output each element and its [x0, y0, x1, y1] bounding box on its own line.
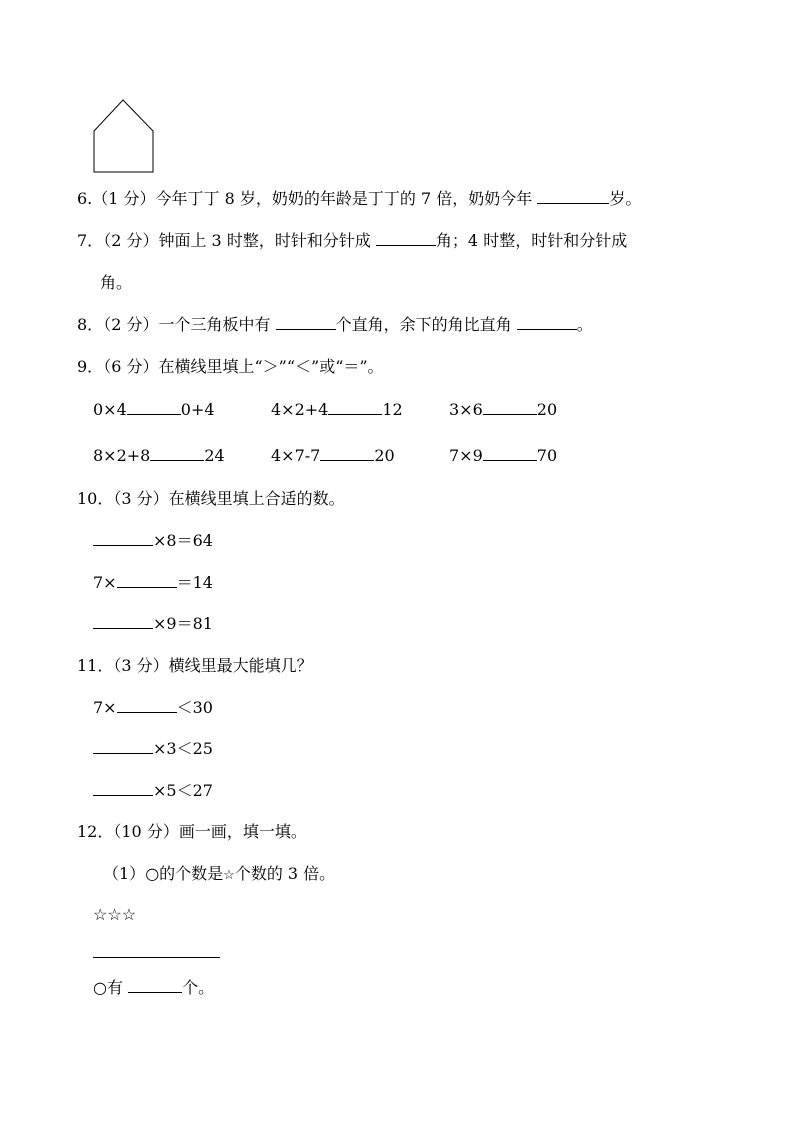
answer-blank[interactable]	[93, 739, 153, 754]
expression-right: ×5＜27	[153, 781, 213, 800]
question-text: 岁。	[609, 189, 642, 208]
compare-item	[449, 446, 557, 466]
question-text: 个。	[182, 978, 215, 997]
expression-left: 4×2+4	[271, 400, 329, 419]
question-text: 角。	[100, 273, 133, 292]
question-score: （3 分）	[113, 656, 169, 675]
answer-blank[interactable]	[320, 446, 374, 461]
circle-icon: ○	[93, 978, 107, 997]
fill-line	[93, 531, 213, 551]
expression-left: 4×7-7	[271, 446, 321, 465]
compare-item	[449, 400, 557, 420]
question-number: 8．	[77, 315, 104, 334]
question-text: 画一画，填一填。	[178, 822, 307, 841]
question-8	[77, 315, 593, 335]
question-score: （3 分）	[113, 489, 169, 508]
answer-blank[interactable]	[537, 189, 609, 204]
question-number: 6.	[77, 189, 93, 208]
question-number: 11．	[77, 656, 114, 675]
expression-right: ×9＝81	[153, 614, 213, 633]
fill-line	[93, 781, 213, 801]
question-text: 横线里最大能填几？	[168, 656, 313, 675]
answer-blank[interactable]	[117, 573, 177, 588]
answer-blank[interactable]	[150, 446, 204, 461]
fill-line	[93, 698, 213, 718]
answer-blank[interactable]	[276, 315, 336, 330]
star-icon: ☆	[223, 868, 235, 883]
sub-number: （1）	[103, 864, 146, 883]
question-number: 12．	[77, 822, 114, 841]
fill-line	[93, 573, 213, 593]
expression-left: 7×	[93, 698, 117, 717]
expression-right: 0+4	[180, 400, 215, 419]
expression-right: 24	[204, 446, 225, 465]
question-score: （10 分）	[113, 822, 179, 841]
expression-right: 20	[374, 446, 395, 465]
star-row	[93, 905, 136, 925]
answer-blank[interactable]	[127, 400, 181, 415]
question-number: 9．	[77, 357, 104, 376]
answer-blank[interactable]	[128, 978, 182, 993]
house-shape-figure	[93, 98, 155, 174]
answer-blank[interactable]	[328, 400, 382, 415]
question-text: 在横线里填上“＞”“＜”或“＝”。	[158, 357, 384, 376]
expression-left: 3×6	[449, 400, 483, 419]
question-7	[77, 231, 627, 251]
expression-right: ＝14	[176, 573, 213, 592]
sub-question-1	[103, 864, 335, 886]
question-10	[77, 489, 345, 509]
question-11	[77, 656, 313, 676]
expression-left: 7×9	[449, 446, 483, 465]
expression-right: 12	[382, 400, 403, 419]
question-score: （2 分）	[103, 231, 159, 250]
answer-blank[interactable]	[117, 698, 177, 713]
question-text: 钟面上 3 时整，时针和分针成	[158, 231, 371, 250]
question-text: 角；4 时整，时针和分针成	[435, 231, 628, 250]
compare-item	[271, 446, 395, 466]
answer-blank[interactable]	[483, 446, 537, 461]
answer-blank[interactable]	[93, 781, 153, 796]
question-text: 一个三角板中有	[158, 315, 271, 334]
expression-left: 0×4	[93, 400, 127, 419]
question-score: （2 分）	[103, 315, 159, 334]
circle-icon: ○	[145, 864, 160, 883]
answer-blank[interactable]	[376, 231, 436, 246]
question-text: 个直角，余下的角比直角	[335, 315, 512, 334]
answer-blank[interactable]	[517, 315, 577, 330]
question-number: 7．	[77, 231, 104, 250]
compare-item	[93, 400, 215, 420]
question-text: 的个数是	[159, 864, 224, 883]
question-text: 今年丁丁 8 岁，奶奶的年龄是丁丁的 7 倍，奶奶今年	[155, 189, 533, 208]
compare-item	[271, 400, 403, 420]
answer-line	[93, 978, 214, 998]
compare-item	[93, 446, 225, 466]
expression-right: ×8＝64	[153, 531, 213, 550]
question-7-cont	[100, 273, 132, 293]
drawing-line[interactable]	[93, 957, 220, 958]
expression-left: 7×	[93, 573, 117, 592]
fill-line	[93, 739, 213, 759]
expression-right: 70	[536, 446, 558, 465]
answer-blank[interactable]	[93, 614, 153, 629]
question-text: 在横线里填上合适的数。	[168, 489, 345, 508]
expression-right: ＜30	[176, 698, 213, 717]
fill-line	[93, 614, 213, 634]
expression-left: 8×2+8	[93, 446, 151, 465]
question-score: （6 分）	[103, 357, 159, 376]
question-number: 10．	[77, 489, 114, 508]
question-9	[77, 357, 384, 377]
question-text: 。	[576, 315, 593, 334]
question-score: （1 分）	[92, 189, 156, 208]
expression-right: 20	[536, 400, 558, 419]
question-text: 个数的 3 倍。	[234, 864, 336, 883]
answer-blank[interactable]	[483, 400, 537, 415]
answer-blank[interactable]	[93, 531, 153, 546]
question-text: 有	[106, 978, 123, 997]
question-6	[77, 189, 641, 209]
question-12	[77, 822, 307, 842]
expression-right: ×3＜25	[153, 739, 213, 758]
star-icons: ☆☆☆	[93, 905, 137, 924]
